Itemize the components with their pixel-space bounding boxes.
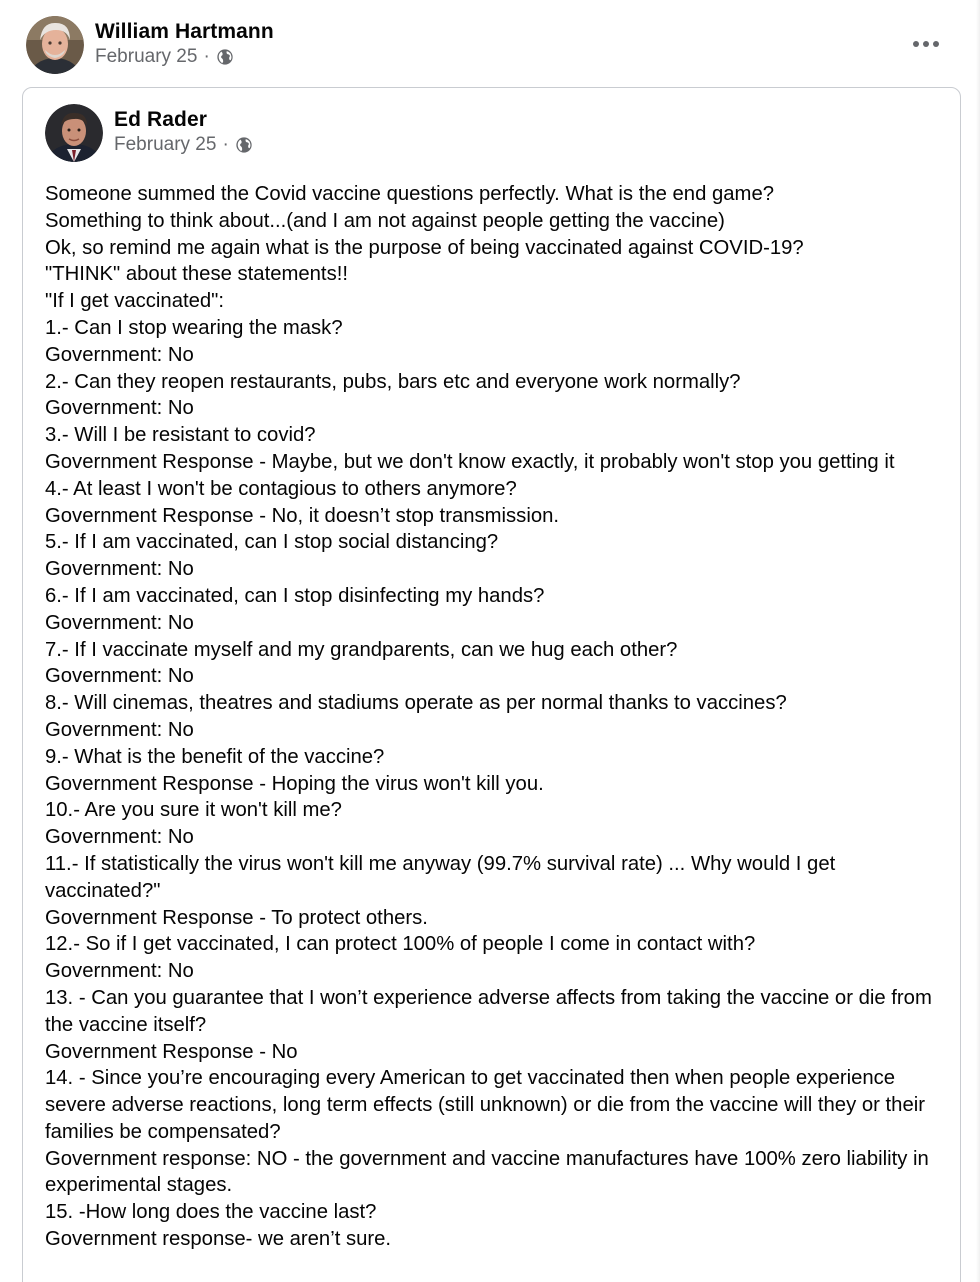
- post-text-line: 1.- Can I stop wearing the mask?: [45, 316, 343, 339]
- globe-icon: [216, 48, 234, 66]
- post-header: [26, 16, 954, 76]
- shared-post-date[interactable]: February 25: [114, 134, 217, 155]
- post-text-line: Government: No: [45, 826, 194, 849]
- globe-icon: [235, 136, 253, 154]
- post-text-line: 14. - Since you’re encouraging every American to get vaccinated then when people experience severe adverse reactions, long term effects (still unknown) or die from the vaccine will they or their families be compensated?: [45, 1067, 925, 1143]
- post-text-line: Government Response - Maybe, but we don't know exactly, it probably won't stop you getting it: [45, 450, 895, 473]
- post-text-line: Government Response - To protect others.: [45, 906, 428, 929]
- post-text-line: Government: No: [45, 665, 194, 688]
- post-text-line: Government response: NO - the government and vaccine manufactures have 100% zero liability in experimental stages.: [45, 1147, 929, 1197]
- avatar-photo-william: [26, 16, 84, 74]
- more-options-icon: [923, 41, 929, 47]
- more-options-button[interactable]: [908, 30, 944, 58]
- shared-post-body: [45, 181, 940, 1253]
- more-options-icon: [913, 41, 919, 47]
- avatar[interactable]: [45, 104, 103, 162]
- post-text-line: 10.- Are you sure it won't kill me?: [45, 799, 342, 822]
- post-text-line: Government: No: [45, 397, 194, 420]
- post-text-line: Government: No: [45, 558, 194, 581]
- shared-post-meta: [114, 134, 253, 156]
- post-text-line: "If I get vaccinated":: [45, 290, 224, 313]
- post-text-line: Government: No: [45, 343, 194, 366]
- post-text-line: 5.- If I am vaccinated, can I stop social distancing?: [45, 531, 499, 554]
- post-text-line: 6.- If I am vaccinated, can I stop disinfecting my hands?: [45, 584, 545, 607]
- shared-post-header: [45, 104, 645, 164]
- post-text-line: Government: No: [45, 960, 194, 983]
- avatar-photo-ed: [45, 104, 103, 162]
- post-text-line: Something to think about...(and I am not against people getting the vaccine): [45, 209, 725, 232]
- post-text-line: Government response- we aren’t sure.: [45, 1228, 392, 1251]
- post-text-line: Government: No: [45, 718, 194, 741]
- post-text-line: 15. -How long does the vaccine last?: [45, 1201, 377, 1224]
- shared-post-author-name[interactable]: Ed Rader: [114, 108, 207, 131]
- post-text-line: 4.- At least I won't be contagious to others anymore?: [45, 477, 517, 500]
- post-text-line: Government Response - No, it doesn’t stop transmission.: [45, 504, 560, 527]
- post-text-line: 12.- So if I get vaccinated, I can protect 100% of people I come in contact with?: [45, 933, 756, 956]
- post-author-name[interactable]: William Hartmann: [95, 20, 274, 43]
- post-meta: [95, 46, 234, 68]
- post-text-line: Ok, so remind me again what is the purpose of being vaccinated against COVID-19?: [45, 236, 804, 259]
- post-text-line: Someone summed the Covid vaccine questions perfectly. What is the end game?: [45, 183, 775, 205]
- post-text-line: "THINK" about these statements!!: [45, 263, 348, 286]
- shared-post-card[interactable]: [22, 87, 961, 1282]
- post-date[interactable]: February 25: [95, 46, 198, 67]
- page-edge-shadow: [976, 0, 980, 1282]
- post-text-line: Government Response - Hoping the virus won't kill you.: [45, 772, 544, 795]
- post-text-line: 3.- Will I be resistant to covid?: [45, 424, 316, 447]
- post-text-line: 13. - Can you guarantee that I won’t experience adverse affects from taking the vaccine or die from the vaccine itself?: [45, 986, 932, 1036]
- post-text-line: 2.- Can they reopen restaurants, pubs, bars etc and everyone work normally?: [45, 370, 741, 393]
- post-text-line: 8.- Will cinemas, theatres and stadiums operate as per normal thanks to vaccines?: [45, 692, 787, 715]
- post-text-line: Government: No: [45, 611, 194, 634]
- post-text-line: 11.- If statistically the virus won't kill me anyway (99.7% survival rate) ... Why would I get vaccinated?": [45, 852, 836, 902]
- more-options-icon: [933, 41, 939, 47]
- meta-separator: ·: [203, 46, 210, 67]
- post-text-line: 7.- If I vaccinate myself and my grandparents, can we hug each other?: [45, 638, 678, 661]
- meta-separator: ·: [222, 134, 229, 155]
- avatar[interactable]: [26, 16, 84, 74]
- post-text-line: Government Response - No: [45, 1040, 298, 1063]
- post-text-line: 9.- What is the benefit of the vaccine?: [45, 745, 385, 768]
